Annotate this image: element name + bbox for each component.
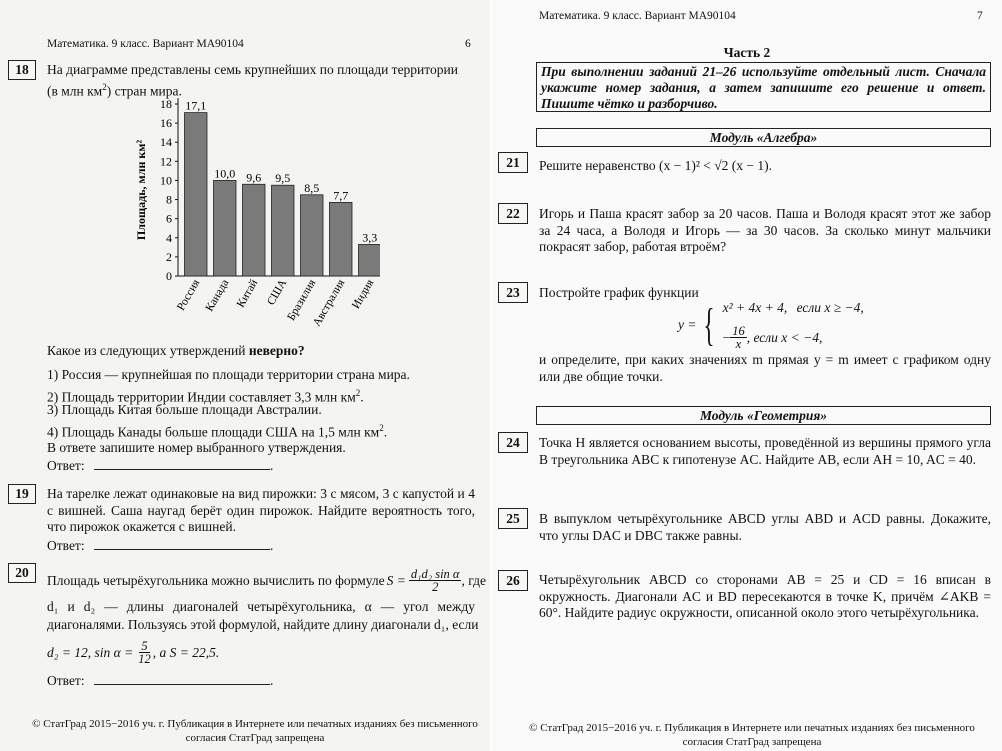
- bar-3: [243, 184, 266, 276]
- case-1: [723, 300, 864, 316]
- category-label: Китай: [234, 277, 261, 310]
- piecewise-function: [678, 300, 864, 350]
- category-label: Бразилия: [285, 277, 319, 323]
- fraction-numerator: 5: [141, 639, 148, 653]
- task-18-question: [47, 342, 305, 360]
- answer-label: Ответ:: [47, 673, 85, 688]
- bar-4: [272, 185, 295, 276]
- category-label: Австралия: [310, 277, 348, 329]
- formula-lhs: S =: [386, 572, 406, 588]
- task-23-intro: Постройте график функции: [539, 285, 699, 300]
- task-20-line3: диагоналями. Пользуясь этой формулой, найдите длину диагонали d₁, если: [47, 617, 479, 632]
- y-tick-label: 4: [166, 230, 172, 245]
- sin-fraction: [136, 640, 153, 665]
- y-tick-label: 16: [160, 116, 172, 131]
- superscript: 2: [102, 81, 107, 92]
- y-tick-label: 12: [160, 154, 172, 169]
- bar-value-label: 9,6: [246, 170, 262, 185]
- bar-value-label: 9,5: [275, 171, 291, 186]
- task-20-text: Площадь четырёхугольника можно вычислить по формуле: [47, 572, 385, 588]
- option-text: 2) Площадь территории Индии составляет 3,3 млн км: [47, 389, 356, 404]
- task-22-text: Игорь и Паша красят забор за 20 часов. Паша и Володя красят этот же забор за 24 часа, а Володя и Игорь — за 30 часов. За сколько минут мальчики покрасят забор, работая втроём?: [539, 206, 991, 254]
- option-text-end: .: [383, 424, 388, 439]
- bar-value-label: 10,0: [214, 166, 236, 181]
- function-lhs: y =: [678, 317, 697, 332]
- task-number-24: 24: [498, 432, 528, 453]
- task-number-19: 19: [8, 484, 36, 504]
- y-tick-label: 6: [166, 211, 172, 226]
- bar-chart: [130, 92, 380, 332]
- answer-line-19: Ответ: .: [47, 538, 274, 553]
- y-tick-label: 2: [166, 249, 172, 264]
- chart-bars: [185, 113, 381, 276]
- case-2-denominator: x: [735, 337, 742, 351]
- footer-line2: согласия СтатГрад запрещена: [185, 732, 325, 744]
- case-2: [723, 325, 864, 350]
- case-2-condition: , если x < −4,: [746, 329, 823, 345]
- bar-1: [185, 113, 208, 276]
- answer-field-18[interactable]: [94, 458, 270, 470]
- question-text: Какое из следующих утверждений: [47, 343, 249, 358]
- task-18-text-line1: На диаграмме представлены семь крупнейших по площади территории: [47, 62, 458, 77]
- task-21-text: Решите неравенство (x − 1)² < √2 (x − 1).: [539, 158, 773, 173]
- y-tick-label: 14: [160, 135, 172, 150]
- task-23-question: и определите, при каких значениях m прямая y = m имеет с графиком одну или две общие точки.: [539, 352, 991, 384]
- task-number-18: 18: [8, 60, 36, 80]
- task-20-line4: [47, 640, 219, 665]
- superscript: 2: [355, 387, 361, 398]
- task-18-instruction: В ответе запишите номер выбранного утверждения.: [47, 440, 346, 455]
- right-page: [492, 0, 1002, 751]
- formula-fraction: [409, 568, 462, 593]
- y-tick-label: 0: [166, 269, 172, 283]
- answer-line-18: Ответ: .: [47, 458, 274, 473]
- category-label: Индия: [350, 277, 377, 312]
- task-number-22: 22: [498, 203, 528, 224]
- bar-value-label: 7,7: [333, 188, 349, 203]
- answer-field-19[interactable]: [94, 538, 270, 550]
- answer-option-3: [47, 401, 322, 419]
- case-2-sign: −: [722, 329, 731, 345]
- category-label: Канада: [203, 277, 232, 314]
- answer-label: Ответ:: [47, 458, 85, 473]
- page-header: Математика. 9 класс. Вариант МА90104: [47, 38, 244, 50]
- answer-option-4: [47, 419, 387, 442]
- task-number-21: 21: [498, 152, 528, 173]
- task-26-text: Четырёхугольник ABCD со сторонами AB = 25 и CD = 16 вписан в окружность. Диагонали AC и BD пересекаются в точке K, причём ∠AKB = 60°. Найдите радиус окружности, описанной около этого четырёхугольника.: [539, 572, 991, 620]
- function-cases: [723, 300, 864, 350]
- bar-value-label: 8,5: [304, 180, 320, 195]
- bar-value-label: 3,3: [362, 230, 378, 245]
- part-title: Часть 2: [723, 45, 771, 60]
- page-number: 6: [465, 38, 471, 50]
- bar-2: [214, 180, 237, 276]
- task-number-26: 26: [498, 570, 528, 591]
- footer-line2: согласия СтатГрад запрещена: [682, 736, 822, 748]
- task-number-23: 23: [498, 282, 528, 303]
- page-header: Математика. 9 класс. Вариант МА90104: [539, 10, 736, 22]
- answer-line-20: Ответ: .: [47, 673, 274, 688]
- answer-option-1: [47, 366, 410, 384]
- formula-numerator: d₁d₂ sin α: [410, 567, 460, 581]
- superscript: 2: [379, 422, 384, 433]
- y-tick-label: 8: [166, 192, 172, 207]
- page-number: 7: [977, 10, 983, 22]
- option-text: 4) Площадь Канады больше площади США на 1,5 млн км: [47, 424, 380, 439]
- instructions-box: При выполнении заданий 21–26 используйте отдельный лист. Сначала укажите номер задания, а затем запишите его решение и ответ. Пишите чётко и разборчиво.: [536, 62, 991, 112]
- module-algebra-heading: Модуль «Алгебра»: [536, 128, 991, 147]
- bar-6: [330, 202, 353, 276]
- footer-line1: © СтатГрад 2015−2016 уч. г. Публикация в Интернете или печатных изданиях без письменного: [32, 718, 478, 730]
- page-footer: [20, 717, 490, 745]
- task-24-text: Точка H является основанием высоты, проведённой из вершины прямого угла B треугольника ABC к гипотенузе AC. Найдите AB, если AH = 10, AC = 40.: [539, 435, 991, 467]
- task-19-text: На тарелке лежат одинаковые на вид пирожки: 3 с мясом, 3 с капустой и 4 с вишней. Саша наугад берёт один пирожок. Найдите вероятность того, что пирожок окажется с вишней.: [47, 486, 475, 534]
- page-footer: [517, 721, 987, 749]
- case-1-expression: x² + 4x + 4,: [722, 300, 788, 315]
- y-tick-label: 18: [160, 97, 172, 111]
- fraction-denominator: 12: [138, 652, 151, 666]
- option-text-end: .: [360, 389, 364, 404]
- y-tick-label: 10: [160, 173, 172, 188]
- task-20-line2: d₁ и d₂ — длины диагоналей четырёхугольника, α — угол между: [47, 599, 475, 614]
- task-25-text: В выпуклом четырёхугольнике ABCD углы ABD и ACD равны. Докажите, что углы DAC и DBC также равны.: [539, 511, 991, 543]
- task-20-line1: [47, 567, 486, 594]
- case-2-numerator: 16: [732, 324, 745, 338]
- task-number-20: 20: [8, 563, 36, 583]
- bar-5: [301, 195, 324, 276]
- task-20-condition: d₂ = 12, sin α =: [47, 644, 134, 660]
- module-geometry-heading: Модуль «Геометрия»: [536, 406, 991, 425]
- bar-value-label: 17,1: [185, 98, 207, 113]
- bar-7: [359, 244, 381, 276]
- case-2-fraction: [730, 325, 747, 350]
- left-page: [0, 0, 490, 751]
- left-brace: {: [704, 299, 716, 350]
- question-emphasis: неверно?: [248, 343, 305, 358]
- answer-field-20[interactable]: [94, 673, 270, 685]
- case-1-condition: если x ≥ −4,: [796, 300, 864, 315]
- option-text: 3) Площадь Китая больше площади Австралии.: [47, 402, 322, 417]
- footer-line1: © СтатГрад 2015−2016 уч. г. Публикация в Интернете или печатных изданиях без письменного: [529, 722, 975, 734]
- category-label: Россия: [175, 277, 203, 313]
- task-18-text-line2-end: ) стран мира.: [106, 83, 182, 98]
- category-label: США: [265, 277, 290, 308]
- formula-denominator: 2: [432, 580, 439, 594]
- y-axis-label: Площадь, млн км²: [134, 139, 148, 241]
- answer-label: Ответ:: [47, 538, 85, 553]
- task-18-text-line2: (в млн км: [47, 83, 103, 98]
- task-20-condition-end: , а S = 22,5.: [152, 644, 220, 660]
- task-20-text: , где: [461, 572, 486, 588]
- option-text: 1) Россия — крупнейшая по площади территории страна мира.: [47, 367, 410, 382]
- task-number-25: 25: [498, 508, 528, 529]
